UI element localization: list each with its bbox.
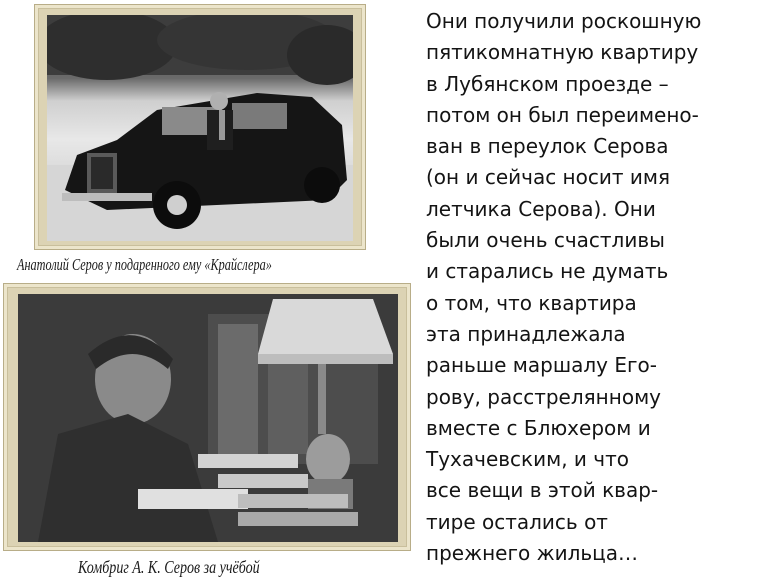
photo-frame-car xyxy=(34,4,366,250)
text-line: (он и сейчас носит имя xyxy=(426,165,670,190)
text-line: прежнего жильца… xyxy=(426,541,639,566)
text-line: о том, что квартира xyxy=(426,290,637,315)
text-line: летчика Серова). Они xyxy=(426,196,656,221)
photo-study-caption: Комбриг А. К. Серов за учёбой xyxy=(78,557,260,577)
text-line: эта принадлежала xyxy=(426,321,626,346)
car-photo-image xyxy=(47,15,353,241)
text-line: были очень счастливы xyxy=(426,228,665,253)
text-line: рову, расстрелянному xyxy=(426,384,661,409)
text-line: пятикомнатную квартиру xyxy=(426,40,699,65)
text-line: тире остались от xyxy=(426,509,608,534)
text-line: и старались не думать xyxy=(426,259,669,284)
photo-study xyxy=(18,294,398,542)
text-line: ван в переулок Серова xyxy=(426,134,669,159)
photo-frame-study xyxy=(3,283,411,551)
text-line: раньше маршалу Его- xyxy=(426,353,657,378)
text-line: Тухачевским, и что xyxy=(426,447,629,472)
photo-car xyxy=(47,15,353,241)
body-text xyxy=(426,6,776,569)
text-line: вместе с Блюхером и xyxy=(426,415,651,440)
text-line: потом он был переимено- xyxy=(426,102,699,127)
text-line: Они получили роскошную xyxy=(426,9,702,33)
study-photo-image xyxy=(18,294,398,542)
photo-car-caption: Анатолий Серов у подаренного ему «Крайслера» xyxy=(17,255,272,274)
text-line: в Лубянском проезде – xyxy=(426,71,669,96)
text-line: все вещи в этой квар- xyxy=(426,478,659,503)
